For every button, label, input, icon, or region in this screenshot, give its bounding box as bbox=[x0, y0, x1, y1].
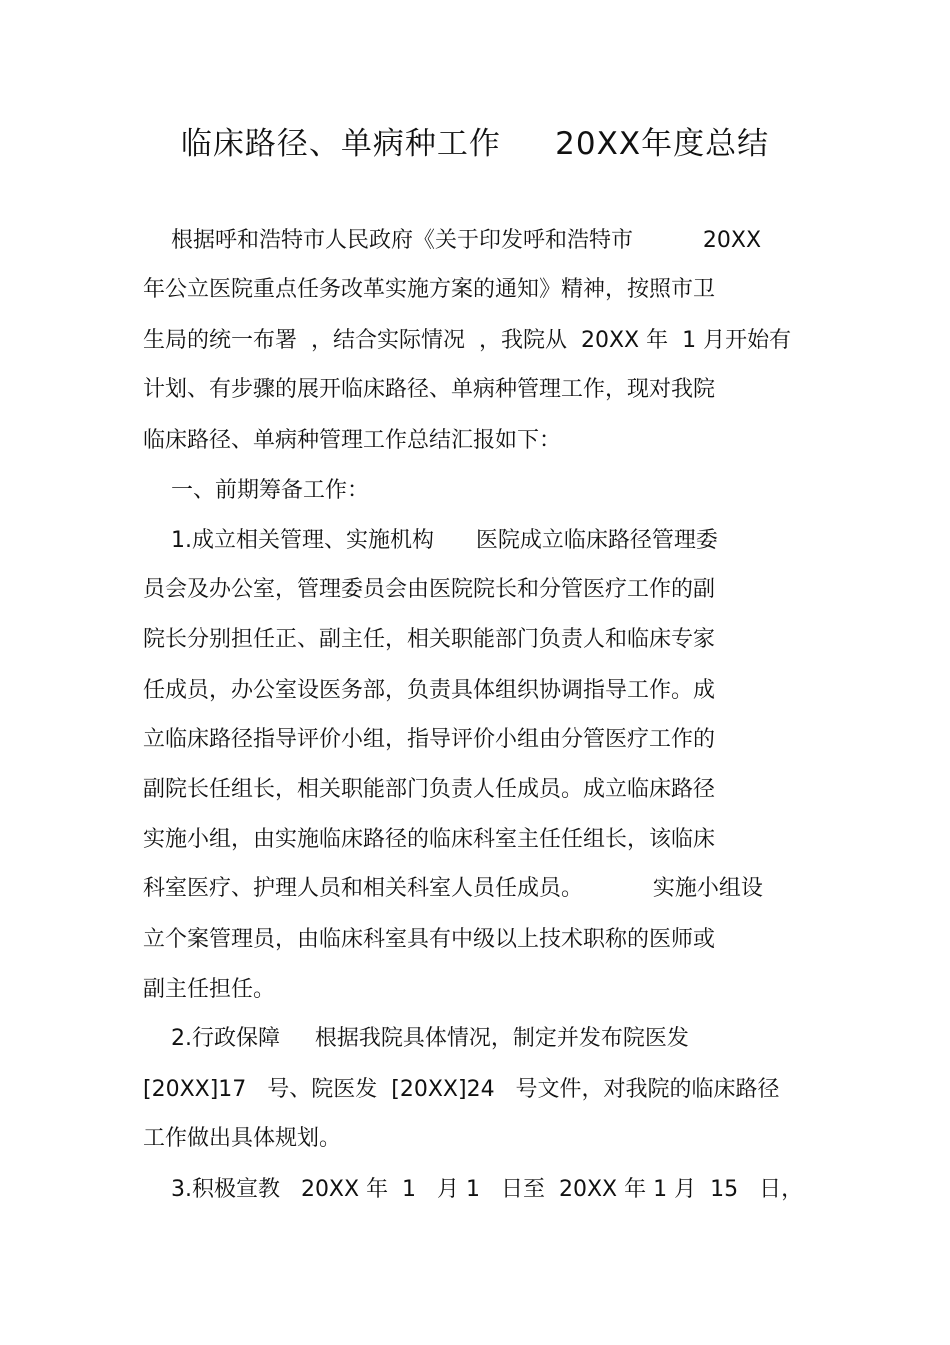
body-line: 立临床路径指导评价小组，指导评价小组由分管医疗工作的 bbox=[143, 727, 716, 752]
body-line: [20XX]17 号、院医发 [20XX]24 号文件，对我院的临床路径 bbox=[143, 1077, 780, 1102]
body-line: 工作做出具体规划。 bbox=[143, 1126, 342, 1151]
body-line: 生局的统一布署 ，结合实际情况 ，我院从 20XX 年 1 月开始有 bbox=[143, 328, 792, 353]
body-line: 院长分别担任正、副主任，相关职能部门负责人和临床专家 bbox=[143, 627, 716, 652]
section-heading: 一、前期筹备工作： bbox=[143, 478, 369, 503]
body-line: 实施小组，由实施临床路径的临床科室主任任组长，该临床 bbox=[143, 827, 716, 852]
body-line: 员会及办公室，管理委员会由医院院长和分管医疗工作的副 bbox=[143, 577, 716, 602]
body-line: 任成员，办公室设医务部，负责具体组织协调指导工作。成 bbox=[143, 678, 716, 703]
body-line: 年公立医院重点任务改革实施方案的通知》精神，按照市卫 bbox=[143, 277, 716, 302]
body-line: 计划、有步骤的展开临床路径、单病种管理工作，现对我院 bbox=[143, 377, 716, 402]
body-line: 副院长任组长，相关职能部门负责人任成员。成立临床路径 bbox=[143, 777, 716, 802]
body-line: 3.积极宣教 20XX 年 1 月 1 日至 20XX 年 1 月 15 日， bbox=[143, 1177, 804, 1202]
body-line: 副主任担任。 bbox=[143, 977, 276, 1002]
body-line: 立个案管理员，由临床科室具有中级以上技术职称的医师或 bbox=[143, 927, 716, 952]
body-line: 根据呼和浩特市人民政府《关于印发呼和浩特市 20XX bbox=[143, 228, 762, 253]
body-line: 临床路径、单病种管理工作总结汇报如下： bbox=[143, 428, 562, 453]
body-line: 科室医疗、护理人员和相关科室人员任成员。 实施小组设 bbox=[143, 876, 763, 901]
document-title: 临床路径、单病种工作 20XX年度总结 bbox=[180, 126, 770, 162]
body-line: 2.行政保障 根据我院具体情况，制定并发布院医发 bbox=[143, 1026, 689, 1051]
body-line: 1.成立相关管理、实施机构 医院成立临床路径管理委 bbox=[143, 528, 718, 553]
